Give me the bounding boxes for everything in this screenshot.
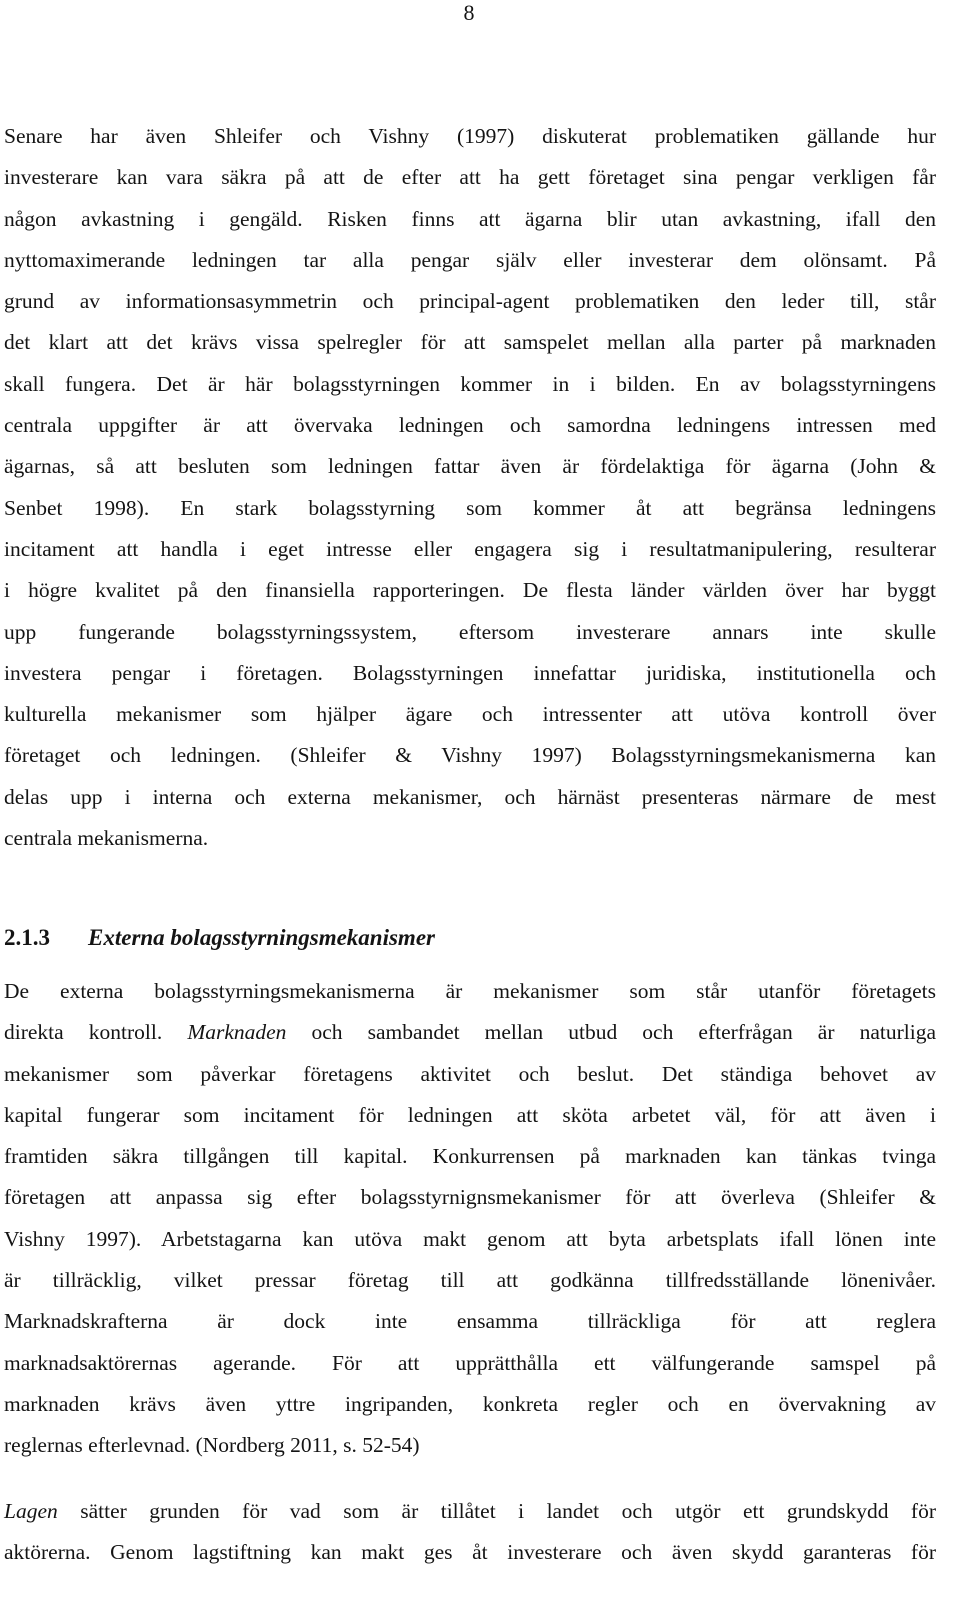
paragraph-lagen [4, 1491, 936, 1574]
text-run: nyttomaximerande ledningen tar alla pengar själv eller investerar dem olönsamt. På [4, 247, 936, 272]
text-run: marknadsaktörernas agerande. För att upprätthålla ett välfungerande samspel på [4, 1350, 936, 1375]
text-line [4, 570, 936, 611]
text-run: Vishny 1997). Arbetstagarna kan utöva makt genom att byta arbetsplats ifall lönen inte [4, 1226, 936, 1251]
text-run: och sambandet mellan utbud och efterfrågan är naturliga [286, 1020, 936, 1045]
text-line [4, 199, 936, 240]
text-line [4, 777, 936, 818]
text-line [4, 446, 936, 487]
text-run: investerare kan vara säkra på att de efter att ha gett företaget sina pengar verkligen får [4, 165, 936, 190]
text-run: sätter grunden för vad som är tillåtet i landet och utgör ett grundskydd för [57, 1499, 936, 1523]
text-line [4, 612, 936, 653]
text-line [4, 1012, 936, 1053]
text-run: är tillräcklig, vilket pressar företag till att godkänna tillfredsställande lönenivåer. [4, 1268, 936, 1293]
text-line [4, 1054, 936, 1095]
text-run: centrala mekanismerna. [4, 826, 209, 851]
text-run: reglernas efterlevnad. (Nordberg 2011, s. 52-54) [4, 1433, 420, 1458]
text-line [4, 240, 936, 281]
italic-term: Lagen [4, 1499, 58, 1523]
text-run: delas upp i interna och externa mekanismer, och härnäst presenteras närmare de mest [4, 784, 936, 809]
text-line [4, 364, 936, 405]
text-line [4, 1532, 936, 1573]
text-line [4, 1136, 936, 1177]
text-line [4, 694, 936, 735]
text-line [4, 405, 936, 446]
text-line [4, 322, 936, 363]
text-run: framtiden säkra tillgången till kapital. Konkurrensen på marknaden kan tänkas tvinga [4, 1144, 936, 1169]
text-run: upp fungerande bolagsstyrningssystem, eftersom investerare annars inte skulle [4, 619, 936, 644]
text-line [4, 116, 936, 157]
text-line [4, 1219, 936, 1260]
text-run: grund av informationsasymmetrin och principal-agent problematiken den leder till, står [4, 289, 936, 314]
text-line [4, 1384, 936, 1425]
text-run: direkta kontroll. [4, 1020, 188, 1045]
text-run: investera pengar i företagen. Bolagsstyrningen innefattar juridiska, institutionella och [4, 660, 936, 685]
text-line [4, 1301, 936, 1342]
text-line [4, 818, 936, 859]
text-run: Senare har även Shleifer och Vishny (1997) diskuterat problematiken gällande hur [4, 124, 936, 148]
text-line [4, 1177, 936, 1218]
text-line [4, 281, 936, 322]
italic-term: Marknaden [187, 1020, 287, 1045]
text-run: kapital fungerar som incitament för ledningen att sköta arbetet väl, för att även i [4, 1102, 936, 1127]
text-run: i högre kvalitet på den finansiella rapporteringen. De flesta länder världen över har byggt [4, 578, 936, 603]
text-line [4, 735, 936, 776]
paragraph-externa-mekanismer [4, 971, 936, 1467]
text-line [4, 1491, 936, 1532]
text-line [4, 1425, 936, 1466]
text-run: kulturella mekanismer som hjälper ägare och intressenter att utöva kontroll över [4, 702, 936, 727]
text-run: ägarnas, så att besluten som ledningen fattar även är fördelaktiga för ägarna (John & [4, 454, 936, 479]
text-run: aktörerna. Genom lagstiftning kan makt ges åt investerare och även skydd garanteras för [4, 1540, 936, 1565]
text-line [4, 488, 936, 529]
text-line [4, 157, 936, 198]
text-run: centrala uppgifter är att övervaka ledningen och samordna ledningens intressen med [4, 413, 936, 438]
text-line [4, 1343, 936, 1384]
paragraph-bolagsstyrning-intro [4, 116, 936, 859]
section-title: Externa bolagsstyrningsmekanismer [88, 925, 435, 950]
text-run: marknaden krävs även yttre ingripanden, konkreta regler och en övervakning av [4, 1391, 936, 1416]
page-number: 8 [463, 0, 475, 25]
section-heading [4, 917, 936, 958]
text-line [4, 971, 936, 1012]
text-line [4, 653, 936, 694]
text-line [4, 1095, 936, 1136]
text-run: företaget och ledningen. (Shleifer & Vishny 1997) Bolagsstyrningsmekanismerna kan [4, 743, 936, 768]
section-number: 2.1.3 [4, 925, 50, 950]
text-run: skall fungera. Det är här bolagsstyrningen kommer in i bilden. En av bolagsstyrningens [4, 371, 936, 396]
text-run: någon avkastning i gengäld. Risken finns att ägarna blir utan avkastning, ifall den [4, 206, 936, 231]
text-line [4, 529, 936, 570]
text-run: företagen att anpassa sig efter bolagsstyrnignsmekanismer för att överleva (Shleifer & [4, 1185, 936, 1210]
text-run: det klart att det krävs vissa spelregler för att samspelet mellan alla parter på marknaden [4, 330, 936, 355]
text-run: De externa bolagsstyrningsmekanismerna är mekanismer som står utanför företagets [4, 979, 936, 1003]
text-run: Senbet 1998). En stark bolagsstyrning som kommer åt att begränsa ledningens [4, 495, 936, 520]
text-run: incitament att handla i eget intresse eller engagera sig i resultatmanipulering, resulterar [4, 536, 936, 561]
text-line [4, 1260, 936, 1301]
text-run: mekanismer som påverkar företagens aktivitet och beslut. Det ständiga behovet av [4, 1061, 936, 1086]
text-run: Marknadskrafterna är dock inte ensamma tillräckliga för att reglera [4, 1309, 936, 1334]
